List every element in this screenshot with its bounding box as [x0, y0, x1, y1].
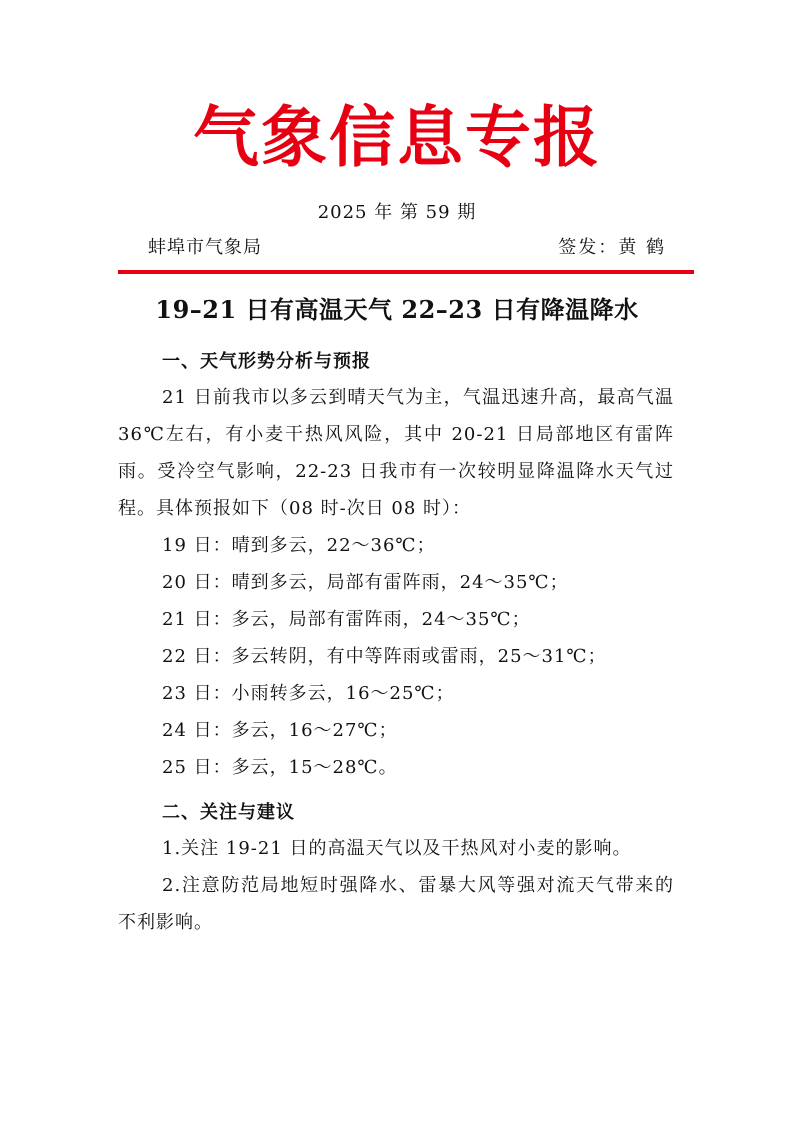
- forecast-item: 21 日：多云，局部有雷阵雨，24～35℃；: [162, 609, 531, 630]
- forecast-item: 23 日：小雨转多云，16～25℃；: [162, 683, 455, 704]
- forecast-item: 19 日：晴到多云，22～36℃；: [162, 535, 436, 556]
- section-title-advice: 二、关注与建议: [162, 802, 295, 823]
- report-body: [118, 345, 674, 941]
- advice-item: 2.注意防范局地短时强降水、雷暴大风等强对流天气带来的不利影响。: [118, 875, 674, 933]
- analysis-paragraph: 21 日前我市以多云到晴天气为主，气温迅速升高，最高气温 36℃左右，有小麦干热风风险，其中 20-21 日局部地区有雷阵雨。受冷空气影响，22-23 日我市有一次较明显降温降水天气过程。具体预报如下（08 时-次日 08 时）：: [118, 387, 674, 519]
- forecast-item: 22 日：多云转阴，有中等阵雨或雷雨，25～31℃；: [162, 646, 607, 667]
- issuer-name: 蚌埠市气象局: [148, 237, 262, 258]
- report-headline: 19–21 日有高温天气 22–23 日有降温降水: [155, 295, 639, 324]
- forecast-item: 24 日：多云，16～27℃；: [162, 720, 398, 741]
- forecast-item: 25 日：多云，15～28℃。: [162, 757, 398, 778]
- forecast-list: [118, 527, 674, 786]
- masthead-title: 气象信息专报: [193, 98, 601, 176]
- issue-number: 2025 年 第 59 期: [317, 202, 477, 223]
- forecast-item: 20 日：晴到多云，局部有雷阵雨，24～35℃；: [162, 572, 569, 593]
- signer-name: 签发：黄 鹤: [558, 237, 666, 258]
- red-divider: [118, 270, 694, 274]
- section-title-analysis: 一、天气形势分析与预报: [162, 351, 371, 372]
- advice-item: 1.关注 19-21 日的高温天气以及干热风对小麦的影响。: [162, 838, 632, 859]
- section-gap: [118, 786, 674, 796]
